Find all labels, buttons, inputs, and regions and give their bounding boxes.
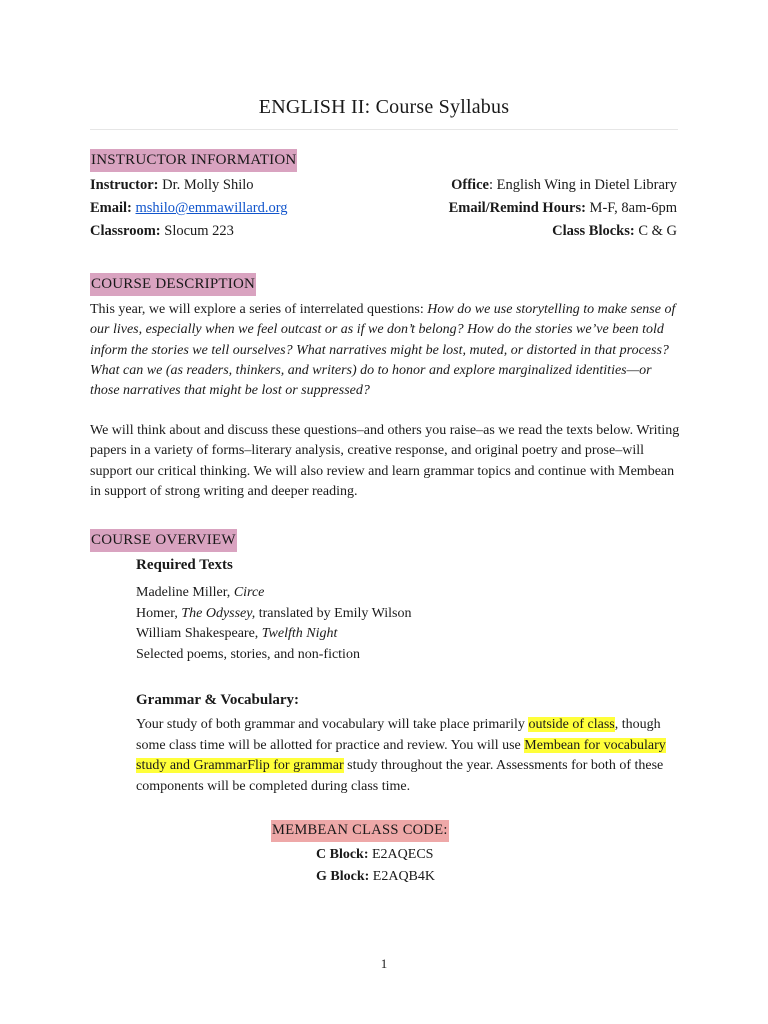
description-paragraph-2: We will think about and discuss these questions–and others you raise–as we read the texts below. Writing papers in a variety of forms–literary analysis, creative response, and original poetry and prose–will support our critical thinking. We will also review and learn grammar topics and continue with Membean in support of strong writing and deeper reading. bbox=[90, 423, 680, 499]
c-block-code bbox=[316, 845, 433, 865]
description-questions: How do we use storytelling to make sense of our lives, especially when we feel outcast or as if we don’t belong? How do the stories we’ve been told inform the stories we tell ourselves? What narratives might be lost, muted, or distorted in that process? What can we (as readers, thinkers, and writers) do to honor and explore marginalized identities—or those narratives that might be lost or suppressed? bbox=[90, 302, 676, 399]
grammar-vocabulary-heading: Grammar & Vocabulary: bbox=[136, 692, 300, 708]
highlight-membean-grammarflip: Membean for vocabulary study and GrammarFlip for grammar bbox=[136, 737, 666, 773]
office-value: : English Wing in Dietel Library bbox=[488, 177, 677, 193]
course-description-heading: COURSE DESCRIPTION bbox=[90, 273, 256, 296]
text-author: Homer, bbox=[136, 605, 182, 621]
text-title: The Odyssey, bbox=[181, 605, 256, 621]
blocks-line bbox=[552, 221, 677, 241]
g-block-value: E2AQB4K bbox=[369, 869, 436, 884]
blocks-label: Class Blocks: bbox=[552, 223, 635, 239]
text-author: Selected poems, stories, and non-fiction bbox=[136, 646, 360, 662]
hours-label: Email/Remind Hours: bbox=[448, 200, 586, 216]
membean-code-heading: MEMBEAN CLASS CODE: bbox=[271, 820, 449, 842]
text-author: Madeline Miller, bbox=[136, 585, 234, 600]
list-item bbox=[136, 645, 412, 666]
email-link[interactable]: mshilo@emmawillard.org bbox=[135, 200, 288, 216]
email-label: Email: bbox=[90, 200, 132, 216]
c-block-value: E2AQECS bbox=[368, 847, 434, 862]
text-title: Circe bbox=[233, 585, 265, 600]
c-block-label: C Block: bbox=[316, 847, 369, 862]
hours-line bbox=[449, 198, 677, 218]
office-line bbox=[451, 175, 677, 195]
required-texts-heading: Required Texts bbox=[136, 557, 233, 573]
highlight-outside-class: outside of class bbox=[528, 717, 615, 732]
description-intro: This year, we will explore a series of interrelated questions: bbox=[90, 302, 428, 317]
title-divider bbox=[90, 129, 678, 130]
page-number: 1 bbox=[380, 956, 388, 971]
list-item bbox=[136, 583, 412, 604]
required-texts-list bbox=[136, 583, 412, 665]
grammar-text: , though some class time will be allotted for practice and review. You will use bbox=[136, 717, 661, 753]
blocks-value: C & G bbox=[634, 223, 677, 239]
instructor-line bbox=[90, 175, 254, 195]
instructor-value: Dr. Molly Shilo bbox=[158, 177, 254, 193]
instructor-info-heading: INSTRUCTOR INFORMATION bbox=[90, 149, 297, 172]
classroom-label: Classroom: bbox=[90, 223, 161, 239]
g-block-label: G Block: bbox=[316, 869, 370, 884]
hours-value: M-F, 8am-6pm bbox=[585, 200, 677, 216]
text-note: translated by Emily Wilson bbox=[255, 605, 412, 621]
course-overview-heading: COURSE OVERVIEW bbox=[90, 529, 237, 552]
document-title: ENGLISH II: Course Syllabus bbox=[258, 96, 510, 118]
list-item bbox=[136, 624, 412, 645]
office-label: Office bbox=[451, 177, 489, 193]
g-block-code bbox=[316, 867, 435, 887]
email-line bbox=[90, 198, 288, 218]
classroom-line bbox=[90, 221, 234, 241]
grammar-vocabulary-paragraph bbox=[136, 715, 676, 797]
classroom-value: Slocum 223 bbox=[160, 223, 234, 239]
text-title: Twelfth Night bbox=[261, 626, 338, 641]
text-author: William Shakespeare, bbox=[136, 626, 262, 641]
grammar-text: Your study of both grammar and vocabulary will take place primarily bbox=[136, 717, 529, 732]
grammar-text: study throughout the year. Assessments for both of these components will be completed during class time. bbox=[136, 758, 664, 794]
instructor-label: Instructor: bbox=[90, 177, 159, 193]
description-paragraph-1 bbox=[90, 300, 680, 401]
list-item bbox=[136, 604, 412, 625]
